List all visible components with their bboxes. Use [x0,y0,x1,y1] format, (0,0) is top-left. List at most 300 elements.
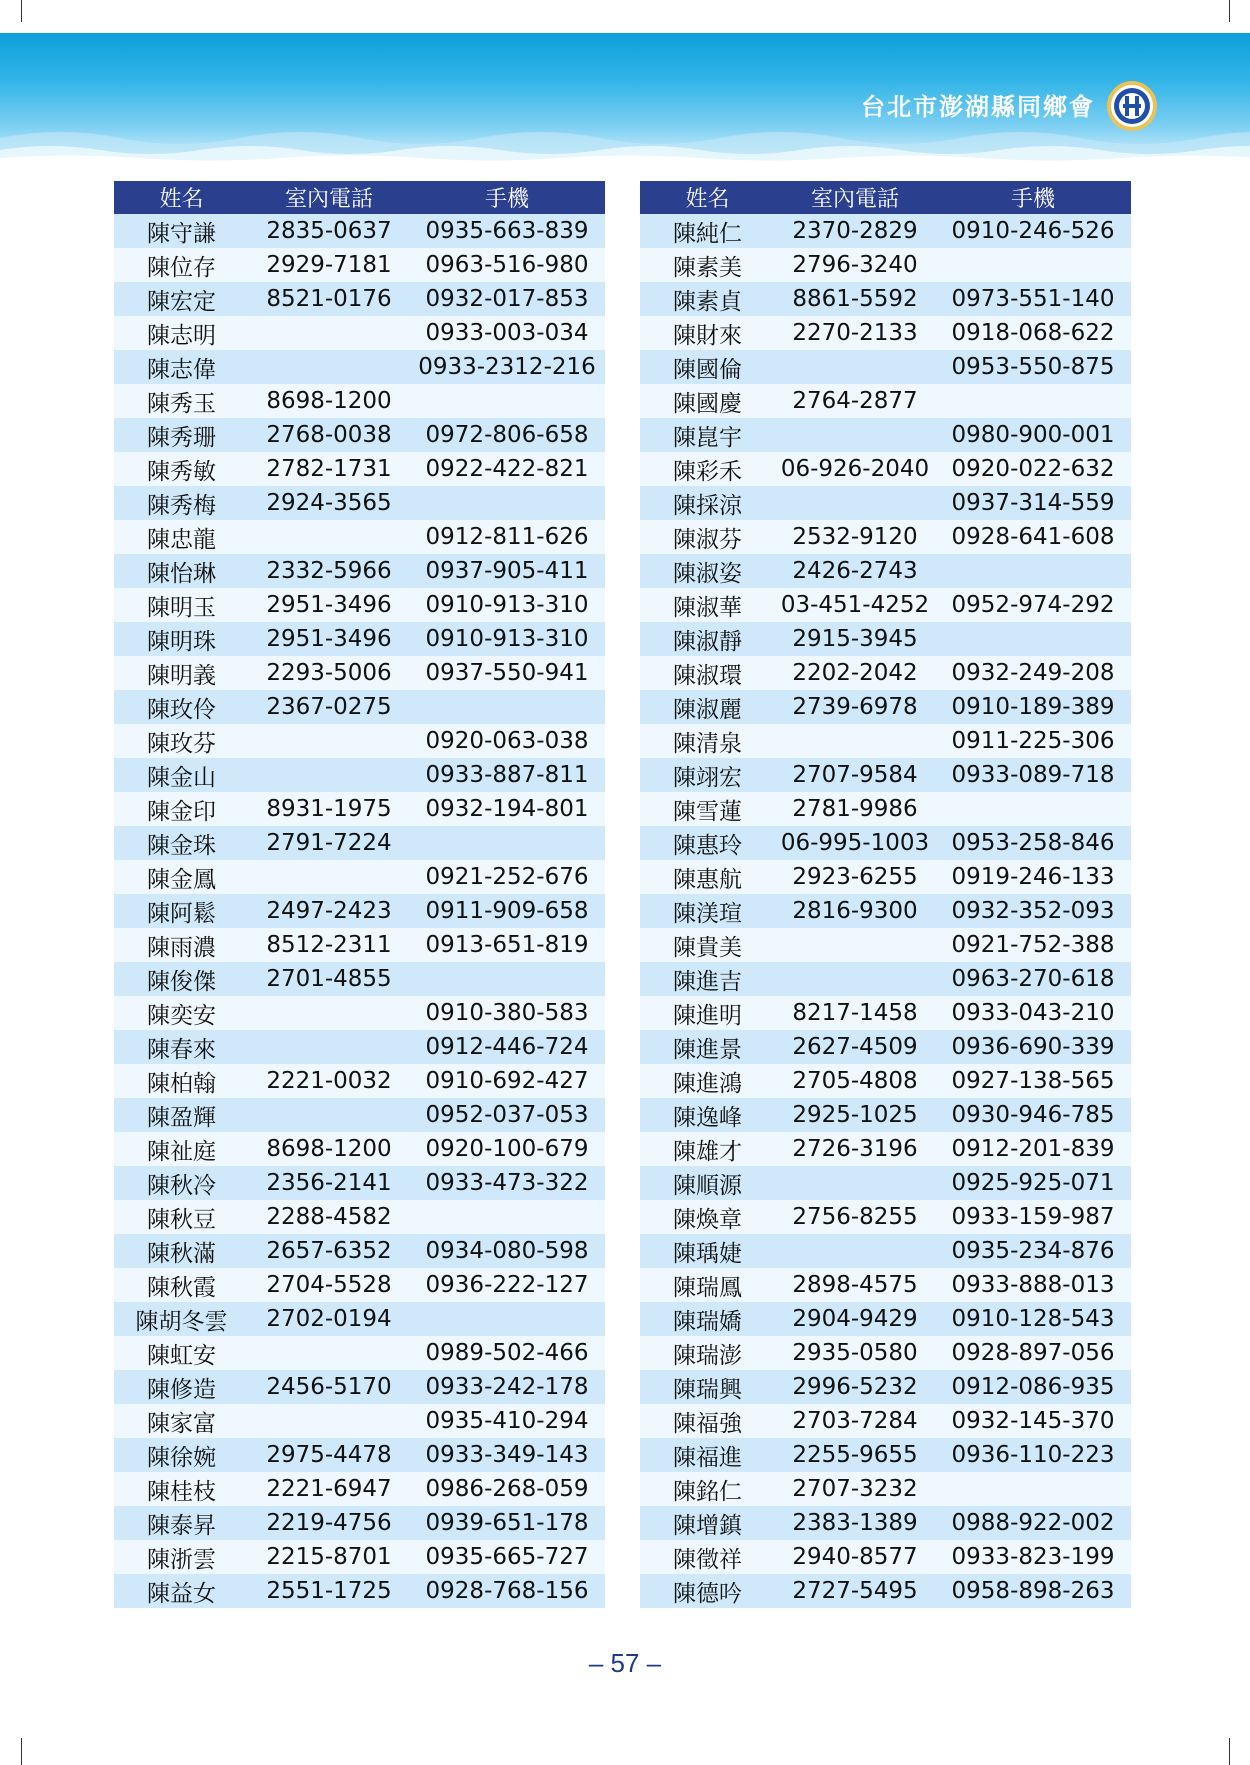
landline-phone: 8512-2311 [249,928,409,962]
landline-phone [249,996,409,1030]
association-emblem-icon [1106,80,1158,132]
table-row [114,520,605,554]
landline-phone [249,520,409,554]
landline-phone [249,758,409,792]
member-name: 陳徵祥 [640,1540,775,1574]
mobile-phone: 0932-145-370 [935,1404,1131,1438]
mobile-phone: 0910-128-543 [935,1302,1131,1336]
landline-phone: 03-451-4252 [775,588,935,622]
member-name: 陳秋滿 [114,1234,249,1268]
member-name: 陳進景 [640,1030,775,1064]
table-row [640,1506,1131,1540]
table-row [640,1098,1131,1132]
table-row [114,1438,605,1472]
table-row [114,724,605,758]
member-name: 陳淑環 [640,656,775,690]
table-row [114,1030,605,1064]
mobile-phone: 0912-446-724 [409,1030,605,1064]
mobile-phone: 0919-246-133 [935,860,1131,894]
landline-phone: 2940-8577 [775,1540,935,1574]
landline-phone [775,1234,935,1268]
mobile-phone: 0910-246-526 [935,214,1131,248]
member-name: 陳素美 [640,248,775,282]
landline-phone: 2925-1025 [775,1098,935,1132]
mobile-phone [935,1472,1131,1506]
mobile-phone [409,486,605,520]
landline-phone: 2356-2141 [249,1166,409,1200]
member-name: 陳志偉 [114,350,249,384]
table-row [640,1336,1131,1370]
mobile-phone: 0933-473-322 [409,1166,605,1200]
landline-phone [249,1098,409,1132]
table-row [640,1030,1131,1064]
member-name: 陳國倫 [640,350,775,384]
table-row [114,690,605,724]
mobile-phone [935,248,1131,282]
landline-phone: 2702-0194 [249,1302,409,1336]
member-name: 陳瑀婕 [640,1234,775,1268]
mobile-phone: 0911-909-658 [409,894,605,928]
member-name: 陳秀梅 [114,486,249,520]
mobile-phone: 0958-898-263 [935,1574,1131,1608]
table-row [114,1302,605,1336]
mobile-phone: 0937-905-411 [409,554,605,588]
table-row [640,384,1131,418]
mobile-phone: 0937-314-559 [935,486,1131,520]
member-name: 陳進鴻 [640,1064,775,1098]
member-name: 陳秀珊 [114,418,249,452]
landline-phone: 2202-2042 [775,656,935,690]
table-row [114,554,605,588]
mobile-phone: 0936-690-339 [935,1030,1131,1064]
table-row [640,350,1131,384]
member-name: 陳淑華 [640,588,775,622]
landline-phone: 06-926-2040 [775,452,935,486]
mobile-phone: 0934-080-598 [409,1234,605,1268]
mobile-phone: 0980-900-001 [935,418,1131,452]
member-name: 陳金鳳 [114,860,249,894]
table-row [640,928,1131,962]
landline-phone: 2835-0637 [249,214,409,248]
landline-phone: 2739-6978 [775,690,935,724]
table-row [640,894,1131,928]
table-row [114,1506,605,1540]
table-row [114,1132,605,1166]
member-name: 陳銘仁 [640,1472,775,1506]
table-row [114,656,605,690]
column-header-phone: 室內電話 [249,181,409,214]
table-row [640,792,1131,826]
member-name: 陳泰昇 [114,1506,249,1540]
mobile-phone: 0933-887-811 [409,758,605,792]
member-table-left [114,181,605,1608]
member-name: 陳忠龍 [114,520,249,554]
landline-phone: 2221-0032 [249,1064,409,1098]
member-name: 陳清泉 [640,724,775,758]
table-row [114,894,605,928]
member-name: 陳貴美 [640,928,775,962]
landline-phone: 2929-7181 [249,248,409,282]
member-name: 陳雨濃 [114,928,249,962]
table-row [114,928,605,962]
landline-phone: 2796-3240 [775,248,935,282]
member-name: 陳進明 [640,996,775,1030]
mobile-phone: 0925-925-071 [935,1166,1131,1200]
member-name: 陳益女 [114,1574,249,1608]
member-name: 陳胡冬雲 [114,1302,249,1336]
table-row [640,1200,1131,1234]
landline-phone: 2288-4582 [249,1200,409,1234]
column-header-mobile: 手機 [409,181,605,214]
member-table-right [640,181,1131,1608]
landline-phone [249,1336,409,1370]
member-name: 陳春來 [114,1030,249,1064]
member-name: 陳明玉 [114,588,249,622]
table-row [640,588,1131,622]
mobile-phone: 0933-003-034 [409,316,605,350]
member-name: 陳惠玲 [640,826,775,860]
member-name: 陳瑞鳳 [640,1268,775,1302]
landline-phone [775,350,935,384]
landline-phone [249,860,409,894]
table-row [114,792,605,826]
table-row [114,588,605,622]
table-row [114,214,605,248]
mobile-phone: 0910-692-427 [409,1064,605,1098]
table-row [640,1132,1131,1166]
mobile-phone: 0928-897-056 [935,1336,1131,1370]
mobile-phone: 0936-110-223 [935,1438,1131,1472]
column-header-name: 姓名 [114,181,249,214]
landline-phone: 2293-5006 [249,656,409,690]
member-name: 陳奕安 [114,996,249,1030]
member-name: 陳阿鬆 [114,894,249,928]
column-header-phone: 室內電話 [775,181,935,214]
member-name: 陳玫伶 [114,690,249,724]
member-name: 陳崑宇 [640,418,775,452]
member-name: 陳金山 [114,758,249,792]
landline-phone: 2657-6352 [249,1234,409,1268]
table-row [114,384,605,418]
landline-phone [775,962,935,996]
table-row [114,962,605,996]
landline-phone: 2707-3232 [775,1472,935,1506]
mobile-phone: 0973-551-140 [935,282,1131,316]
landline-phone: 2704-5528 [249,1268,409,1302]
table-row [640,520,1131,554]
mobile-phone: 0986-268-059 [409,1472,605,1506]
landline-phone [249,316,409,350]
mobile-phone: 0989-502-466 [409,1336,605,1370]
mobile-phone: 0933-349-143 [409,1438,605,1472]
table-row [640,418,1131,452]
mobile-phone: 0912-201-839 [935,1132,1131,1166]
landline-phone: 2951-3496 [249,622,409,656]
mobile-phone: 0910-189-389 [935,690,1131,724]
landline-phone: 2551-1725 [249,1574,409,1608]
table-row [114,996,605,1030]
landline-phone [249,350,409,384]
table-row [640,1540,1131,1574]
landline-phone: 2255-9655 [775,1438,935,1472]
table-row [114,622,605,656]
member-name: 陳淑姿 [640,554,775,588]
member-name: 陳浙雲 [114,1540,249,1574]
member-name: 陳福進 [640,1438,775,1472]
landline-phone: 2764-2877 [775,384,935,418]
landline-phone: 2915-3945 [775,622,935,656]
mobile-phone: 0920-063-038 [409,724,605,758]
mobile-phone: 0927-138-565 [935,1064,1131,1098]
mobile-phone: 0933-089-718 [935,758,1131,792]
table-row [114,1574,605,1608]
table-row [640,1302,1131,1336]
landline-phone: 2707-9584 [775,758,935,792]
table-row [640,758,1131,792]
member-name: 陳順源 [640,1166,775,1200]
mobile-phone: 0963-516-980 [409,248,605,282]
member-name: 陳桂枝 [114,1472,249,1506]
member-name: 陳明義 [114,656,249,690]
table-row [114,1540,605,1574]
mobile-phone: 0972-806-658 [409,418,605,452]
member-name: 陳惠航 [640,860,775,894]
mobile-phone [935,622,1131,656]
table-row [114,758,605,792]
landline-phone: 8931-1975 [249,792,409,826]
landline-phone: 2782-1731 [249,452,409,486]
table-row [114,860,605,894]
mobile-phone: 0912-086-935 [935,1370,1131,1404]
landline-phone: 2975-4478 [249,1438,409,1472]
table-row [640,962,1131,996]
member-name: 陳家富 [114,1404,249,1438]
landline-phone [249,724,409,758]
mobile-phone: 0910-913-310 [409,588,605,622]
member-name: 陳金印 [114,792,249,826]
mobile-phone: 0952-037-053 [409,1098,605,1132]
member-name: 陳秀玉 [114,384,249,418]
member-name: 陳純仁 [640,214,775,248]
table-row [640,1438,1131,1472]
table-row [640,214,1131,248]
table-row [114,486,605,520]
table-row [114,1166,605,1200]
mobile-phone: 0910-913-310 [409,622,605,656]
table-row [114,1404,605,1438]
mobile-phone: 0933-2312-216 [409,350,605,384]
table-row [640,452,1131,486]
crop-mark [1229,1738,1230,1765]
organization-title: 台北市澎湖縣同鄉會 [861,93,1095,121]
table-row [640,656,1131,690]
landline-phone: 2367-0275 [249,690,409,724]
member-name: 陳秀敏 [114,452,249,486]
landline-phone: 06-995-1003 [775,826,935,860]
mobile-phone [409,826,605,860]
landline-phone [249,1404,409,1438]
landline-phone: 2221-6947 [249,1472,409,1506]
mobile-phone: 0935-410-294 [409,1404,605,1438]
table-row [640,1472,1131,1506]
table-row [640,486,1131,520]
mobile-phone: 0930-946-785 [935,1098,1131,1132]
member-rows-left [114,214,605,1608]
member-name: 陳淑靜 [640,622,775,656]
landline-phone: 2627-4509 [775,1030,935,1064]
mobile-phone: 0953-258-846 [935,826,1131,860]
landline-phone: 2270-2133 [775,316,935,350]
table-row [114,452,605,486]
table-row [114,418,605,452]
table-row [640,1370,1131,1404]
member-name: 陳玫芬 [114,724,249,758]
mobile-phone: 0921-252-676 [409,860,605,894]
table-row [640,690,1131,724]
member-name: 陳志明 [114,316,249,350]
mobile-phone: 0933-823-199 [935,1540,1131,1574]
mobile-phone: 0933-242-178 [409,1370,605,1404]
mobile-phone: 0935-663-839 [409,214,605,248]
table-row [114,826,605,860]
member-name: 陳雪蓮 [640,792,775,826]
landline-phone: 2497-2423 [249,894,409,928]
member-name: 陳虹安 [114,1336,249,1370]
table-row [640,860,1131,894]
landline-phone: 2426-2743 [775,554,935,588]
mobile-phone: 0963-270-618 [935,962,1131,996]
crop-mark [21,1738,22,1765]
mobile-phone: 0911-225-306 [935,724,1131,758]
mobile-phone [409,962,605,996]
table-row [640,826,1131,860]
member-name: 陳國慶 [640,384,775,418]
member-name: 陳翊宏 [640,758,775,792]
landline-phone: 2951-3496 [249,588,409,622]
member-name: 陳煥章 [640,1200,775,1234]
member-name: 陳渼瑄 [640,894,775,928]
mobile-phone: 0988-922-002 [935,1506,1131,1540]
landline-phone: 2904-9429 [775,1302,935,1336]
table-row [114,1064,605,1098]
member-name: 陳修造 [114,1370,249,1404]
mobile-phone [409,1302,605,1336]
table-row [114,1098,605,1132]
table-row [640,554,1131,588]
mobile-phone: 0933-888-013 [935,1268,1131,1302]
table-row [114,248,605,282]
member-name: 陳瑞嬌 [640,1302,775,1336]
landline-phone: 2705-4808 [775,1064,935,1098]
member-name: 陳瑞興 [640,1370,775,1404]
table-row [640,622,1131,656]
table-row [640,996,1131,1030]
landline-phone [775,928,935,962]
table-row [640,1234,1131,1268]
member-name: 陳淑麗 [640,690,775,724]
mobile-phone [935,384,1131,418]
landline-phone: 2219-4756 [249,1506,409,1540]
landline-phone: 2935-0580 [775,1336,935,1370]
table-row [114,1472,605,1506]
landline-phone: 2370-2829 [775,214,935,248]
mobile-phone: 0953-550-875 [935,350,1131,384]
landline-phone: 2898-4575 [775,1268,935,1302]
table-row [114,282,605,316]
table-row [640,282,1131,316]
mobile-phone: 0920-022-632 [935,452,1131,486]
member-name: 陳明珠 [114,622,249,656]
landline-phone: 2791-7224 [249,826,409,860]
landline-phone: 2383-1389 [775,1506,935,1540]
member-name: 陳進吉 [640,962,775,996]
landline-phone: 2781-9986 [775,792,935,826]
member-name: 陳宏定 [114,282,249,316]
column-header-name: 姓名 [640,181,775,214]
table-row [640,1064,1131,1098]
member-name: 陳雄才 [640,1132,775,1166]
mobile-phone: 0921-752-388 [935,928,1131,962]
member-name: 陳位存 [114,248,249,282]
table-row [114,1268,605,1302]
member-name: 陳怡琳 [114,554,249,588]
landline-phone: 2727-5495 [775,1574,935,1608]
member-name: 陳瑞澎 [640,1336,775,1370]
member-name: 陳彩禾 [640,452,775,486]
mobile-phone: 0912-811-626 [409,520,605,554]
mobile-phone: 0932-352-093 [935,894,1131,928]
landline-phone [775,724,935,758]
landline-phone: 8521-0176 [249,282,409,316]
table-row [640,248,1131,282]
landline-phone: 8217-1458 [775,996,935,1030]
table-row [114,1370,605,1404]
mobile-phone: 0928-768-156 [409,1574,605,1608]
table-row [114,1336,605,1370]
mobile-phone: 0918-068-622 [935,316,1131,350]
mobile-phone: 0922-422-821 [409,452,605,486]
landline-phone: 2701-4855 [249,962,409,996]
mobile-phone: 0952-974-292 [935,588,1131,622]
mobile-phone: 0936-222-127 [409,1268,605,1302]
crop-mark [21,0,22,22]
member-name: 陳守謙 [114,214,249,248]
mobile-phone: 0913-651-819 [409,928,605,962]
landline-phone: 2215-8701 [249,1540,409,1574]
member-name: 陳逸峰 [640,1098,775,1132]
landline-phone [249,1030,409,1064]
mobile-phone: 0932-017-853 [409,282,605,316]
table-row [640,724,1131,758]
member-name: 陳採涼 [640,486,775,520]
member-rows-right [640,214,1131,1608]
landline-phone: 2996-5232 [775,1370,935,1404]
mobile-phone [409,690,605,724]
mobile-phone: 0933-159-987 [935,1200,1131,1234]
mobile-phone [935,554,1131,588]
mobile-phone: 0910-380-583 [409,996,605,1030]
member-name: 陳福強 [640,1404,775,1438]
mobile-phone: 0932-249-208 [935,656,1131,690]
landline-phone: 2456-5170 [249,1370,409,1404]
table-row [640,316,1131,350]
mobile-phone [409,1200,605,1234]
table-row [640,1166,1131,1200]
member-name: 陳俊傑 [114,962,249,996]
member-name: 陳財來 [640,316,775,350]
table-header-row [114,181,605,214]
mobile-phone: 0937-550-941 [409,656,605,690]
